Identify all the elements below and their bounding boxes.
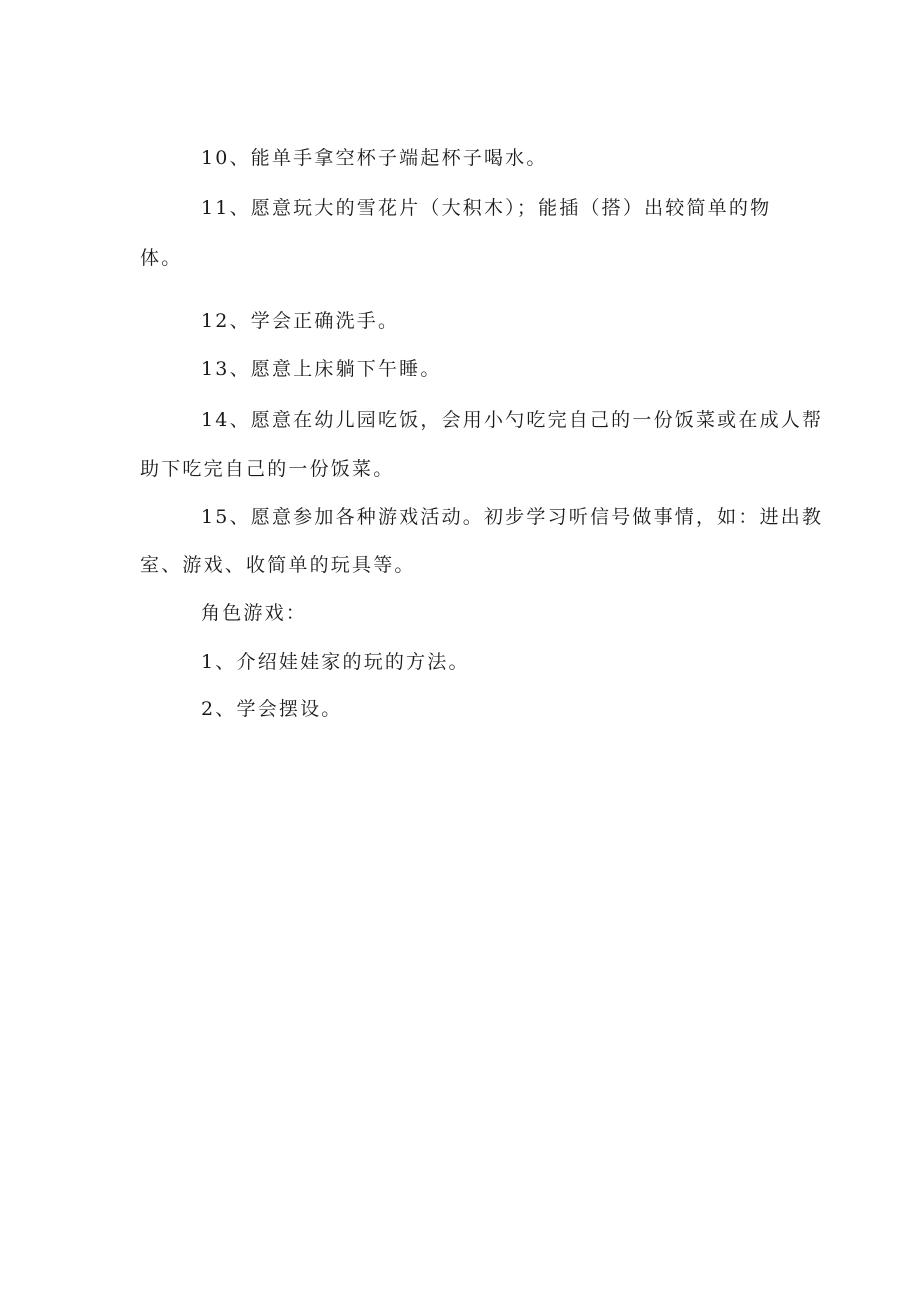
item-15-text-line2: 室、游戏、收简单的玩具等。 <box>140 554 416 576</box>
item-14-text-line1: 14、愿意在幼儿园吃饭，会用小勺吃完自己的一份饭菜或在成人帮 <box>201 409 824 431</box>
role-play-item-2-text: 2、学会摆设。 <box>201 698 343 720</box>
item-12-text: 12、学会正确洗手。 <box>201 310 400 332</box>
item-15-text-line1: 15、愿意参加各种游戏活动。初步学习听信号做事情，如：进出教 <box>201 506 824 528</box>
role-play-item-1-text: 1、介绍娃娃家的玩的方法。 <box>201 651 470 673</box>
item-11-text-line1: 11、愿意玩大的雪花片（大积木）；能插（搭）出较简单的物 <box>201 197 772 219</box>
item-11-text-line2: 体。 <box>140 247 183 269</box>
role-play-heading-text: 角色游戏： <box>201 602 308 624</box>
item-10-text: 10、能单手拿空杯子端起杯子喝水。 <box>201 147 548 169</box>
item-14-text-line2: 助下吃完自己的一份饭菜。 <box>140 458 395 480</box>
item-13-text: 13、愿意上床躺下午睡。 <box>201 358 442 380</box>
